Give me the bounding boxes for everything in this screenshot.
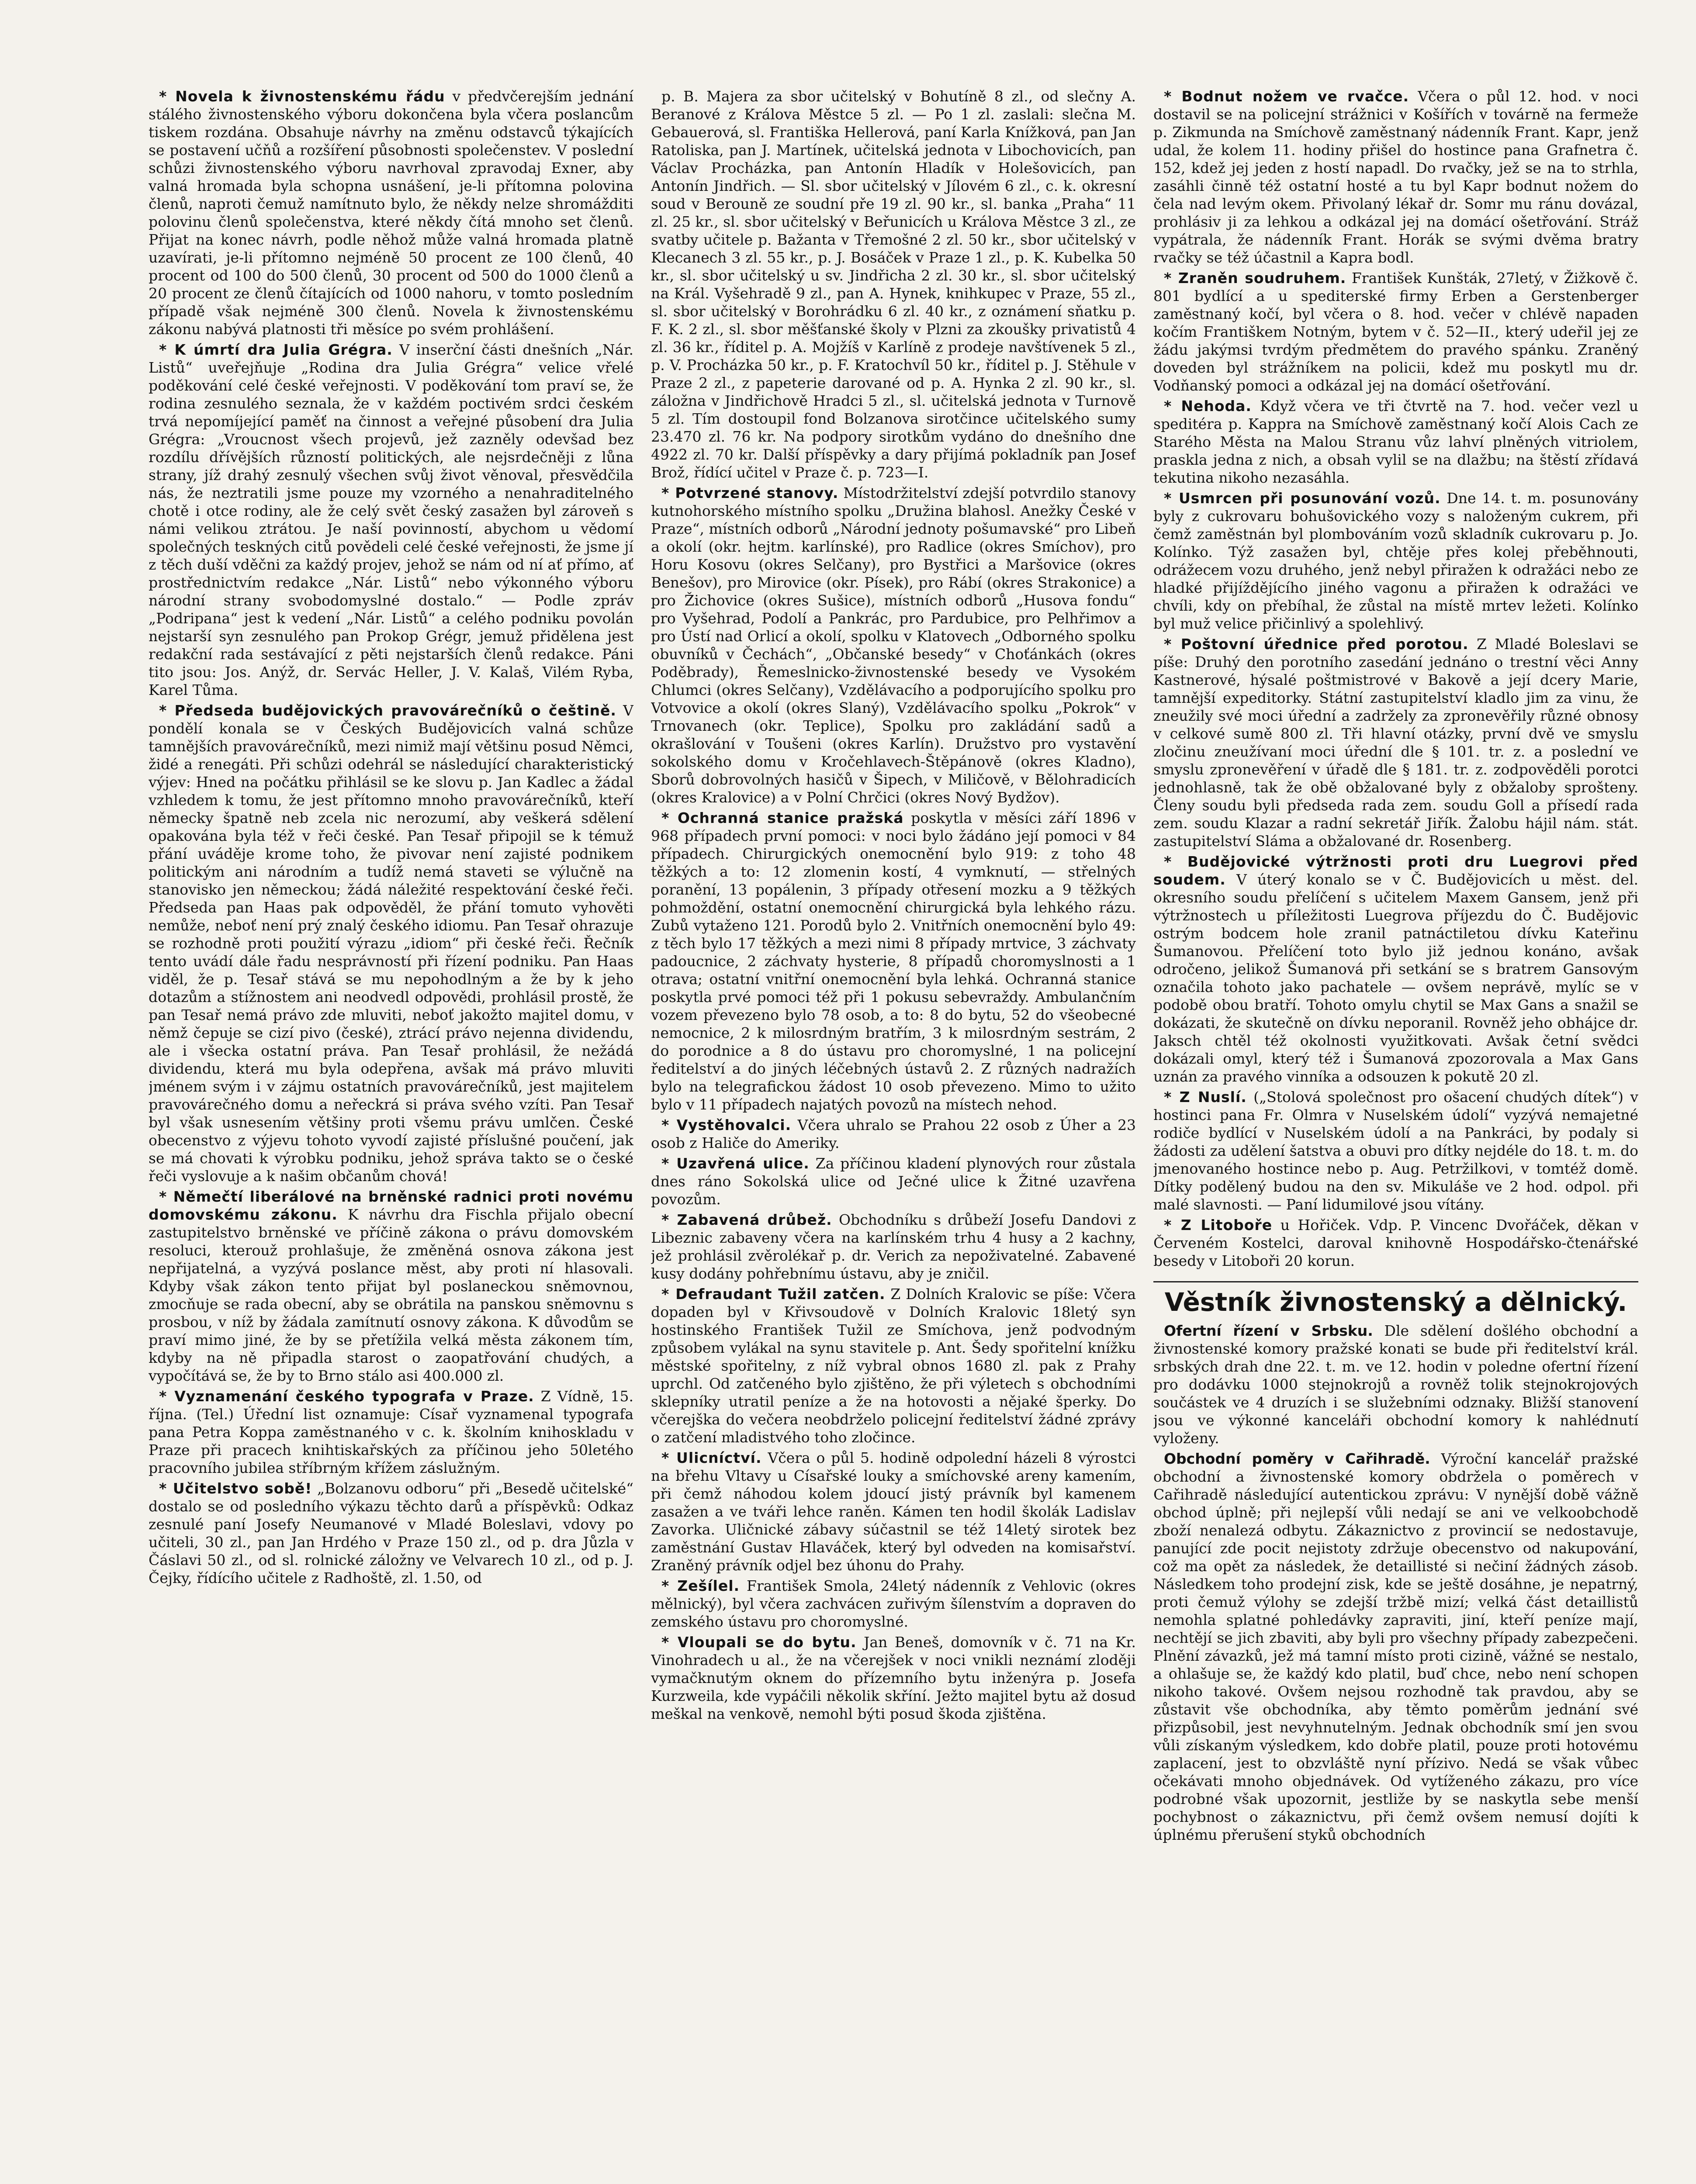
article-headline: * Budějovické výtržnosti proti dru Luegrovi před soudem. bbox=[1153, 853, 1638, 888]
article bbox=[1153, 1088, 1638, 1213]
article-headline: * Novela k živnostenskému řádu bbox=[159, 88, 445, 105]
article-headline: * Vloupali se do bytu. bbox=[661, 1634, 857, 1651]
article bbox=[651, 1154, 1136, 1208]
article bbox=[1153, 489, 1638, 632]
article bbox=[149, 1479, 633, 1587]
columns bbox=[149, 87, 1638, 2184]
article-headline: * Vyznamenání českého typografa v Praze. bbox=[159, 1388, 534, 1405]
article-body: Včera o půl 12. hod. v noci dostavil se na policejní strážnici v Košířích v továrně na fermeže p. Zikmunda na Smíchově zaměstnaný nádenník Frant. Kapr, jenž udal, že kolem 11. hodiny přišel do hostince pana Grafnetra č. 152, kdež jej jeden z hostí napadl. Do rvačky, jež se na to strhla, zasáhli činně též ostatní hosté a tu byl Kapr bodnut nožem do čela nad levým okem. Přivolaný lékař dr. Somr mu ránu dovázal, prohlásiv ji za lehkou a odkázal jej na domácí ošetřování. Stráž vypátrala, že nádenník Frant. Horák se svými dvěma bratry rvačky se též účastnil a Kapra bodl. bbox=[1153, 88, 1638, 266]
article-headline: * Zešílel. bbox=[661, 1577, 740, 1594]
article-body: p. B. Majera za sbor učitelský v Bohutíně 8 zl., od slečny A. Beranové z Králova Městce 5 zl. — Po 1 zl. zaslali: slečna M. Gebauerová, sl. Františka Hellerová, paní Karla Knížková, pan Jan Ratoliska, pan J. Martínek, učitelská jednota v Libochovicích, pan Václav Procházka, pan Antonín Hladík v Holešovicích, pan Antonín Jindřich. — Sl. sbor učitelský v Jílovém 6 zl., c. k. okresní soud v Berouně ze soudní pře 19 zl. 90 kr., sl. banka „Praha“ 11 zl. 25 kr., sl. sbor učitelský v Beřunicích u Králova Městce 3 zl., ze svatby učitele p. Bažanta v Třemošné 2 zl. 50 kr., sbor učitelský v Klecanech 3 zl. 55 kr., p. J. Bosáček v Praze 1 zl., p. K. Kubelka 50 kr., sl. sbor učitelský u sv. Jindřicha 2 zl. 30 kr., sl. sbor učitelský na Král. Vyšehradě 9 zl., pan A. Hynek, knihkupec v Praze, 55 zl., sl. sbor učitelský v Borohrádku 6 zl. 40 kr., z oznámení sňatku p. F. K. 2 zl., sl. sbor měšťanské školy v Plzni za zkoušky privatistů 4 zl. 36 kr., říditel p. A. Mojžíš v Karlíně z prodeje navštívenek 5 zl., p. V. Procházka 50 kr., p. F. Kratochvíl 50 kr., říditel p. J. Stěhule v Praze 2 zl., z papeterie darované od p. A. Hynka 2 zl. 90 kr., sl. záložna v Jindřichově Hradci 5 zl., sl. učitelská jednota v Turnově 5 zl. Tím dostoupil fond Bolzanova sirotčince učitelského sumy 23.470 zl. 76 kr. Na podpory sirotkům vydáno do dnešního dne 4922 zl. 70 kr. Další příspěvky a dary přijímá pokladník pan Josef Brož, řídící učitel v Praze č. p. 723—I. bbox=[651, 88, 1136, 481]
article bbox=[149, 702, 633, 1185]
section-article bbox=[1153, 1450, 1638, 1844]
article-headline: * Nehoda. bbox=[1164, 397, 1252, 415]
article-headline: * Usmrcen při posunování vozů. bbox=[1164, 490, 1441, 507]
article-body: Z Dolních Kralovic se píše: Včera dopaden byl v Křivsoudově v Dolních Kralovic 18letý syn hostinského František Tužil ze Smíchova, jenž podvodným způsobem vylákal na synu stavitele p. Ant. Šedy spořitelní knížku městské spořitelny, z níž vybral obnos 1680 zl. pak z Prahy uprchl. Od zatčeného bylo zjištěno, že při výletech s obchodními sklepníky utratil peníze a že na hotovosti a nějaké šperky. Do včerejška do večera neobdrželo policejní ředitelství žádné zprávy o zatčení mladistvého toho zločince. bbox=[651, 1286, 1136, 1446]
article-headline: * Zraněn soudruhem. bbox=[1164, 270, 1346, 287]
article-headline: * Ochranná stanice pražská bbox=[661, 809, 904, 826]
article bbox=[651, 1211, 1136, 1282]
article bbox=[651, 1116, 1136, 1152]
article bbox=[1153, 853, 1638, 1085]
article bbox=[1153, 269, 1638, 394]
article-headline: * Uzavřená ulice. bbox=[661, 1155, 810, 1172]
article bbox=[1153, 87, 1638, 266]
article-body: František Smola, 24letý nádenník z Vehlovic (okres mělnický), byl včera zachvácen zuřivým šílenstvím a dopraven do zemského ústavu pro choromyslné. bbox=[651, 1577, 1136, 1630]
article-body: Když včera ve tři čtvrtě na 7. hod. večer vezl u speditéra p. Kappra na Smíchově zaměstnaný kočí Alois Cach ze Starého Města na Malou Stranu vůz lahví plněných vitriolem, praskla jedna z nich, a obsah vylil se na dlažbu; na štěstí zřídavá tekutina nikoho nezasáhla. bbox=[1153, 397, 1638, 486]
article bbox=[651, 1449, 1136, 1574]
article bbox=[651, 809, 1136, 1113]
article-body: K návrhu dra Fischla přijalo obecní zastupitelstvo brněnské ve příčině zákona o právu domovském resoluci, kterouž prohlašuje, že změněná osnova zákona jest nepřijatelná, a vyzývá poslance měst, aby proti ní hlasovali. Kdyby však zákon tento přijat byl poslaneckou sněmovnou, zmocňuje se rada obecní, aby se obrátila na panskou sněmovnu s prosbou, v níž by žádala zamítnutí osnovy zákona. K důvodům se praví mimo jiné, že by se přetížila velká města zákonem tím, kdyby na ně připadla starost o zaopatřování chudých, a vypočítává se, že by to Brno stálo asi 400.000 zl. bbox=[149, 1206, 633, 1384]
article bbox=[149, 341, 633, 699]
article bbox=[1153, 397, 1638, 487]
article-headline: * Němečtí liberálové na brněnské radnici proti novému domovskému zákonu. bbox=[149, 1188, 633, 1223]
article-body: Místodržitelství zdejší potvrdilo stanovy kutnohorského místního spolku „Družina blahosl. Anežky České v Praze“, místních odborů „Národní jednoty pošumavské“ pro Libeň a okolí (okr. hejtm. karlínské), pro Radlice (okres Smíchov), pro Horu Kosovu (okres Selčany), pro Bystřici a Maršovice (okres Benešov), pro Mirovice (okr. Písek), pro Rábí (okres Strakonice) a pro Žichovice (okres Sušice), místních odborů „Husova fondu“ pro Vyšehrad, Podolí a Pankrác, pro Pardubice, pro Pelhřimov a pro Ústí nad Orlicí a okolí, spolku v Klatovech „Odborného spolku obuvníků v Čechách“, „Občanské besedy“ v Choťánkách (okres Poděbrady), Řemeslnicko-živnostenské besedy ve Vysokém Chlumci (okres Selčany), Vzdělávacího a podporujícího spolku pro Votvovice a okolí (okres Slaný), Vzdělávacího spolku „Pokrok“ v Trnovanech (okr. Teplice), Spolku pro zakládání sadů a okrašlování v Toušeni (okres Karlín). Družstvo pro vystavění sokolského domu v Kročehlavech-Štěpánově (okres Kladno), Sborů dobrovolných hasičů v Šipech, v Miličově, v Bělohradicích (okres Kralovice) a v Polní Chrčici (okres Nový Bydžov). bbox=[651, 484, 1136, 806]
article-headline: * Vystěhovalci. bbox=[661, 1116, 792, 1133]
article-body: Včera o půl 5. hodině odpolední házeli 8 výrostci na břehu Vltavy u Císařské louky a smíchovské areny kamením, při čemž náhodou kolem jdoucí jistý právník byl kamenem zasažen a ve tváři lehce raněn. Kámen ten hodil školák Ladislav Zavorka. Uličnické zábavy súčastnil se též 14letý sirotek bez zaměstnání Gustav Hlaváček, který byl odveden na komisařství. Zraněný právník odjel bez úhonu do Prahy. bbox=[651, 1449, 1136, 1574]
article-body: Dne 14. t. m. posunovány byly z cukrovaru bohušovického vozy s naloženým cukrem, při čemž zaměstnán byl plombováním vozů skladník cukrovaru p. Jo. Kolínko. Týž zasažen byl, chtěje přes kolej přeběhnouti, odrážecem vozu druhého, jenž nebyl přiražen k odražáci nebo ze hladké přijíždějícího jiného vagonu a přiražen k odražáci ve chvíli, kdy on přebíhal, že zůstal na místě mrtev ležeti. Kolínko byl muž velice přičinlivý a spolehlivý. bbox=[1153, 490, 1638, 632]
article-body: („Stolová společnost pro ošacení chudých dítek“) v hostinci pana Fr. Olmra v Nuselském údolí“ vyzývá nemajetné rodiče bydlící v Nuselském údolí a na Pankráci, by podaly si žádosti za udělení šatstva a obuvi pro dítky nejdéle do 18. t. m. do jmenovaného hostince nebo p. Aug. Petržilkovi, v tomtéž domě. Dítky podělený budou na den sv. Mikuláše ve 2 hod. odpol. při malé slavnosti. — Paní lidumilové jsou vítány. bbox=[1153, 1089, 1638, 1213]
section-article-headline: Obchodní poměry v Cařihradě. bbox=[1164, 1450, 1430, 1467]
article bbox=[651, 87, 1136, 481]
article-headline: * Bodnut nožem ve rvačce. bbox=[1164, 88, 1409, 105]
article-headline: * K úmrtí dra Julia Grégra. bbox=[159, 341, 393, 358]
article-headline: * Potvrzené stanovy. bbox=[661, 484, 839, 501]
article-body: V úterý konalo se v Č. Budějovicích u měst. del. okresního soudu přelíčení s učitelem Maxem Gansem, jenž při výtržnostech u příležitosti Luegrova příjezdu do Č. Budějovic ostrým bodcem hole zranil patnáctiletou dívku Kateřinu Šumanovou. Přelíčení toto bylo již jednou konáno, avšak odročeno, jelikož Šumanová při setkání se s bratrem Gansovým označila tohoto jako pachatele — ovšem neprávě, mylíc se v podobě obou bratří. Tohoto omylu chytil se Max Gans a snažil se dokázati, že skutečně on dívku neporanil. Rovněž jeho obhájce dr. Jaksch chtěl též okolnosti využitkovati. Avšak četní svědci dokázali omyl, který též i Šumanová zpozorovala a Max Gans uznán za pravého vinníka a odsouzen k pokutě 20 zl. bbox=[1153, 871, 1638, 1085]
article-headline: * Defraudant Tužil zatčen. bbox=[661, 1286, 886, 1303]
article-body: František Kunšták, 27letý, v Žižkově č. 801 bydlící a u spediterské firmy Erben a Gerstenberger zaměstnaný kočí, byl včera o 8. hod. večer v chlévě napaden kočím Františkem Notným, bytem v č. 52—II., který udeřil jej ze žádu jakýmsi tvrdým předmětem do pravého spánku. Zraněný doveden byl strážníkem na policii, kdež mu poskytl mu dr. Vodňanský pomoci a odkázal jej na domácí ošetřování. bbox=[1153, 270, 1638, 394]
article bbox=[1153, 1216, 1638, 1270]
column-right bbox=[1153, 87, 1638, 2184]
article-body: u Hořiček. Vdp. P. Vincenc Dvořáček, děkan v Červeném Kostelci, daroval knihovně Hospodářsko-čtenářské besedy v Litoboři 20 korun. bbox=[1153, 1216, 1638, 1269]
article bbox=[149, 1387, 633, 1477]
article-headline: * Zabavená drůbež. bbox=[661, 1211, 832, 1228]
article-body: V pondělí konala se v Českých Budějovicích valná schůze tamnějších pravovárečníků, mezi nimiž mají většinu posud Němci, židé a renegáti. Při schůzi odehrál se následující charakteristický výjev: Hned na počátku přihlásil se ke slovu p. Jan Kadlec a žádal vzhledem k tomu, že jest přítomno mnoho pravovárečníků, kteří německy špatně neb zcela nic nerozumí, aby veškerá sdělení opakována byla též v řeči české. Pan Tesař připojil se k témuž přání uváděje krome toho, že pivovar není zajisté podnikem politickým ani národním a tudíž nemá staveti se výlučně na stanovisko jen německou; žádá náležité respektování české řeči. Předseda pan Haas pak odpověděl, že přání tomuto vyhověti nemůže, neboť není prý znalý českého idiomu. Pan Tesař ohrazuje se rozhodně proti použití výrazu „idiom“ při české řeči. Řečník tento uvádí dále řadu nesprávností při řízení podniku. Pan Haas viděl, že p. Tesař stává se mu nepohodlným a že by k jeho dotazům a stížnostem ani neodvedl odpovědi, prohlásil prostě, že pan Tesař nemá právo zde mluviti, neboť jakožto majitel domu, v němž čepuje se cizí pivo (české), ztrácí právo nejenna dividendu, ale i všecka ostatní práva. Pan Tesař prohlásil, že nežádá dividendu, která mu byla odepřena, avšak má právo mluviti jménem svým i v zájmu ostatních pravovárečníků, jest majitelem pravovárečného domu a neřeckrá si práva svého vzíti. Pan Tesař byl však usnesením většiny proti všemu právu umlčen. České obecenstvo z výjevu tohoto vyvodí zajisté příslušné poučení, jak se má chovati k výrobku podniku, jehož správa takto se o české řeči vyslovuje a k našim občanům chová! bbox=[149, 702, 633, 1185]
article-body: Včera uhralo se Prahou 22 osob z Úher a 23 osob z Haliče do Ameriky. bbox=[651, 1116, 1136, 1151]
article bbox=[149, 87, 633, 338]
article-headline: * Předseda budějovických pravovárečníků o češtině. bbox=[159, 702, 616, 719]
article-body: Obchodníku s drůbeží Josefu Dandovi z Libeznic zabaveny včera na karlínském trhu 4 husy a 2 kachny, jež prohlásil zvěrolékař p. dr. Verich za nepoživatelné. Zabavené kusy dodány pohřebnímu ústavu, aby je zničil. bbox=[651, 1211, 1136, 1282]
article bbox=[651, 1633, 1136, 1723]
section-article-body: Dle sdělení došlého obchodní a živnostenské komory pražské konati se bude při ředitelství král. srbských drah dne 22. t. m. ve 12. hodin v poledne ofertní řízení pro dodávku 1000 stejnokrojů a rovněž tolik stejnokrojových součástek ve 4 druzích i se služebními odznaky. Bližší stanovení jsou ve výkonné kanceláři obchodní komory k nahlédnutí vyloženy. bbox=[1153, 1322, 1638, 1447]
article-body: V inserční části dnešních „Nár. Listů“ uveřejňuje „Rodina dra Julia Grégra“ velice vřelé poděkování celé české veřejnosti. V poděkování tom praví se, že rodina zesnulého seznala, že v každém poctivém srdci českém trvá nepomíjející paměť na činnost a veřejné působení dra Julia Grégra: „Vroucnost všech projevů, jež zazněly odevšad bez rozdílu dřívějších růzností politických, ale nejsrdečněji z lůna strany, jíž drahý zesnulý všechen svůj život věnoval, přesvědčila nás, že neztratili jsme pouze my vzorného a nenahraditelného chotě i otce rodiny, ale že celý svět český zasažen byl zároveň s námi velikou ztrátou. Je naší povinností, abychom u vědomí společných teskných citů povědeli celé české veřejnosti, že jsme jí z těch duší vděčni za každý projev, jehož se nám od ní ať přímo, ať prostřednictvím redakce „Nár. Listů“ nebo výkonného výboru národní strany svobodomyslné dostalo.“ — Podle zpráv „Podripana“ jest k vedení „Nár. Listů“ a celého podniku povolán nejstarší syn zesnulého pan Prokop Grégr, jemuž přidělena jest redakční rada sestávající z pěti nejstarších členů redakce. Páni tito jsou: Jos. Anýž, dr. Servác Heller, J. V. Kalaš, Vilém Ryba, Karel Tůma. bbox=[149, 341, 633, 698]
section-article-body: Výroční kancelář pražské obchodní a živnostenské komory obdržela o poměrech v Cařihradě následující autentickou zprávu: V nynější době vážně obchod úplně; při nejlepší vůli nedají se ani ve velkoobchodě zboží nenalezá odbytu. Zákaznictvo z provincií se nedostavuje, panující zde pocit nejistoty zdržuje obecenstvo od nakupování, což ma opět za následek, že detaillisté si nečiní žádných zásob. Následkem toho prodejní zisk, kde se ještě dosáhne, je nepatrný, proti čemuž výlohy se zdejší tržbě mizí; velká část detaillistů nemohla splatné pohledávky zapraviti, jiní, kteří peníze mají, nechtějí se jich zbaviti, aby byli pro všechny případy zabezpečeni. Plnění závazků, jež má tamní místo proti cizině, vážné se nestalo, a ohlašuje se, že každý kdo platil, buď chce, nebo není schopen nikoho takové. Ovšem nejsou rozhodně tak pravdou, aby se zůstavit vše obchodníka, aby těmto poměrům jednání své přizpůsobil, jest nevyhnutelným. Jednak obchodník smí jen svou vůli získaným výsledkem, kdo dobře platil, pouze proti hotovému zaplacení, jest to obzvláště nyní přízivo. Nedá se však vůbec očekávati mnoho objednávek. Od vytíženého zákazu, pro více podrobné však upozornit, jestliže by se naskytla sebe menší pochybnost o zákaznictvu, při čemž ovšem nemusí dojíti k úplnému přerušení styků obchodních bbox=[1153, 1450, 1638, 1843]
article-headline: * Učitelstvo sobě! bbox=[159, 1480, 312, 1497]
section-article bbox=[1153, 1322, 1638, 1447]
column-left bbox=[149, 87, 633, 2184]
article-body: Za příčinou kladení plynových rour zůstala dnes ráno Sokolská ulice od Ječné ulice k Žitné uzavřena povozům. bbox=[651, 1155, 1136, 1208]
article-body: Jan Beneš, domovník v č. 71 na Kr. Vinohradech u al., že na včerejšek v noci vnikli neznámí zloději vymačknutým oknem do přízemního bytu inženýra p. Josefa Kurzweila, kde vypáčili několik skříní. Ježto majitel bytu až dosud meškal na venkově, nemohl býti posud škoda zjištěna. bbox=[651, 1634, 1136, 1722]
article-body: v předvčerejším jednání stálého živnostenského výboru dokončena byla včera poslancům tiskem rozdána. Obsahuje návrhy na změnu odstavců týkajících se postavení učňů a rozšíření působnosti společenstev. V poslední schůzi živnostenského výboru navrhoval zpravodaj Exner, aby valná hromada byla schopna usnášení, je-li přítomna polovina členů, naproti čemuž namítnuto bylo, že někdy nelze shromážditi polovinu členů společenstva, které někdy čítá mnoho set členů. Přijat na konec návrh, podle něhož může valná hromada platně uzavírati, je-li přítomno nejméně 50 procent ze 100 členů, 40 procent od 100 do 500 členů, 30 procent od 500 do 1000 členů a 20 procent ze členů čítajících od 1000 nahoru, v tomto posledním případě však nejméně 300 členů. Novela k živnostenskému zákonu nabývá platnosti tři měsíce po svém prohlášení. bbox=[149, 88, 633, 338]
article-body: Z Vídně, 15. října. (Tel.) Úřední list oznamuje: Císař vyznamenal typografa pana Petra Koppa zaměstnaného v c. k. školním knihoskladu v Praze při pracech knihtiskařských za příčinou jeho 50letého pracovního jubilea stříbrným křížem záslužným. bbox=[149, 1388, 633, 1476]
article-headline: * Z Litoboře bbox=[1164, 1216, 1273, 1234]
article bbox=[651, 1577, 1136, 1631]
article-body: poskytla v měsíci září 1896 v 968 případech první pomoci: v noci bylo žádáno její pomoci v 84 případech. Chirurgických onemocnění bylo 919: z toho 48 těžkých a to: 12 zlomenin kostí, 4 vymknutí, — střelných poranění, 13 popálenin, 3 případy otřesení mozku a 9 těžkých pohmoždění, ostatní onemocnění chirurgická byla lehkého rázu. Zubů vytaženo 121. Porodů bylo 2. Vnitřních onemocnění bylo 49: z těch bylo 17 těžkých a mezi nimi 8 případy mrtvice, 3 záchvaty padoucnice, 2 záchvaty hysterie, 8 případů choromyslnosti a 1 otrava; ostatní vnitřní onemocnění byla lehká. Ochranná stanice poskytla prvé pomoci též při 1 pokusu sebevraždy. Ambulančním vozem převezeno bylo 78 osob, a to: 8 do bytu, 52 do všeobecné nemocnice, 2 k milosrdným bratřím, 3 k milosrdným sestrám, 2 do porodnice a 8 do ústavu pro choromyslné, 1 na policejní ředitelství a do jiných léčebných ústavů 2. Z různých nadražích bylo na telegrafickou žádost 10 osob převezeno. Mimo to užito bylo v 11 případech najatých povozů na místech nehod. bbox=[651, 809, 1136, 1113]
column-middle bbox=[651, 87, 1136, 2184]
section-title: Věstník živnostenský a dělnický. bbox=[1153, 1281, 1638, 1317]
article bbox=[651, 484, 1136, 806]
article bbox=[149, 1188, 633, 1385]
article-body: „Bolzanovu odboru“ při „Besedě učitelské“ dostalo se od posledního výkazu těchto darů a příspěvků: Odkaz zesnulé paní Josefy Neumanové v Mladé Boleslavi, vdovy po učiteli, 30 zl., pan Jan Hrdého v Praze 150 zl., od p. dra Jůzla v Čáslavi 50 zl., od sl. rolnické záložny ve Velvarech 10 zl., od p. J. Čejky, řídícího učitele z Radhoště, zl. 1.50, od bbox=[149, 1480, 633, 1586]
article-body: Z Mladé Boleslavi se píše: Druhý den porotního zasedání jednáno o trestní věci Anny Kastnerové, hýsalé poštmistrové v Bakově a její dcery Marie, tamnější expeditorky. Státní zastupitelství kladlo jim za vinu, že zneužily své moci úřední a zadržely za zpronevěřily různé obnosy v celkové sumě 800 zl. Tři hlavní otázky, první dvě ve smyslu zločinu zneužívaní moci úřední dle § 101. tr. z. a poslední ve smyslu zpronevěření v úřadě dle § 181. tr. z. zodpověděli porotci jednohlasně, tak že obě obžalované byly z obžaloby sprošteny. Členy soudu byli předseda rada zem. soudu Goll a přísedí rada zem. soudu Klazar a radní sekretář Jiřík. Žalobu hájil nám. stát. zastupitelství Sláma a obžalované dr. Rosenberg. bbox=[1153, 636, 1638, 850]
article bbox=[1153, 635, 1638, 850]
article-headline: * Ulicníctví. bbox=[661, 1449, 762, 1466]
article-headline: * Poštovní úřednice před porotou. bbox=[1164, 636, 1469, 653]
section-article-headline: Ofertní řízení v Srbsku. bbox=[1164, 1322, 1373, 1339]
article bbox=[651, 1285, 1136, 1446]
article-headline: * Z Nuslí. bbox=[1164, 1089, 1247, 1106]
